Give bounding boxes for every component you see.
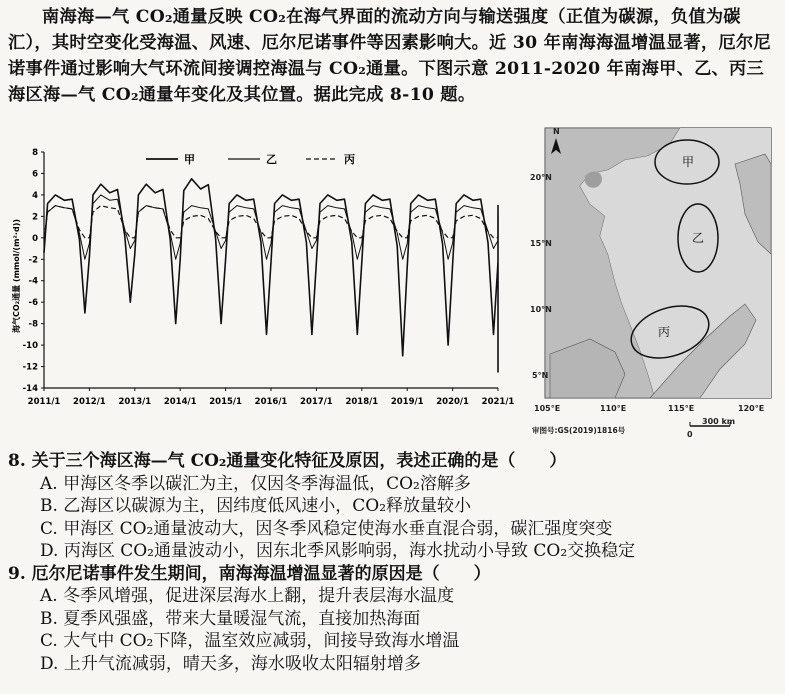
y-tick-label: -14 <box>22 384 38 394</box>
x-tick-label: 2014/1 <box>163 397 197 407</box>
x-tick-label: 2018/1 <box>345 397 379 407</box>
x-tick-label: 2015/1 <box>209 397 242 407</box>
y-tick-label: -12 <box>22 362 38 373</box>
intro-paragraph: 南海海—气 CO₂通量反映 CO₂在海气界面的流动方向与输送强度（正值为碳源，负值为碳汇），其时空变化受海温、风速、厄尔尼诺事件等因素影响大。近 30 年南海海温增温显著，厄尔尼诺事件通过影响大气环流间接调控海温与 CO₂通量。下图示意 2011-2020 年南海甲、乙、丙三海区海—气 CO₂通量年变化及其位置。据此完成 8-10 题。 <box>8 7 771 105</box>
lon-label-110e: 110°E <box>600 404 627 413</box>
lon-label-115e: 115°E <box>668 404 695 413</box>
lon-label-105e: 105°E <box>534 404 561 413</box>
question-option: A. 甲海区冬季以碳汇为主，仅因冬季海温低，CO₂溶解多 <box>40 473 471 494</box>
questions-block <box>8 450 778 675</box>
y-tick-label: -10 <box>22 341 38 352</box>
x-tick-label: 2021/1 <box>481 397 515 407</box>
question-stem: 8. 关于三个海区海—气 CO₂通量变化特征及原因，表述正确的是（ ） <box>8 451 567 471</box>
series-line-2 <box>44 206 498 238</box>
chart-series <box>44 179 498 372</box>
north-label: N <box>553 127 560 136</box>
map-review-number: 审图号:GS(2019)1816号 <box>532 426 626 435</box>
legend-label-2: 丙 <box>344 153 355 166</box>
question-option: D. 上升气流减弱，晴天多，海水吸收太阳辐射增多 <box>40 653 421 674</box>
question-option: B. 夏季风强盛，带来大量暖湿气流，直接加热海面 <box>40 608 421 629</box>
question-9 <box>8 563 778 676</box>
chart-svg <box>6 140 516 440</box>
lat-label-5n: 5°N <box>532 371 549 380</box>
y-axis-label: 海气CO₂通量 (mmol/(m²·d)) <box>12 218 21 334</box>
x-tick-label: 2013/1 <box>118 397 152 407</box>
question-stem: 9. 厄尔尼诺事件发生期间，南海海温增温显著的原因是（ ） <box>8 563 491 584</box>
south-china-sea-map <box>530 124 780 442</box>
y-tick-label: 6 <box>32 169 38 180</box>
y-tick-label: -6 <box>28 298 38 309</box>
lon-label-120e: 120°E <box>738 404 765 413</box>
y-tick-label: -4 <box>28 276 38 287</box>
y-tick-label: -8 <box>28 319 38 330</box>
question-option: B. 乙海区以碳源为主，因纬度低风速小，CO₂释放量较小 <box>40 496 472 516</box>
map-svg <box>530 124 780 442</box>
x-tick-label: 2020/1 <box>436 397 469 407</box>
question-8 <box>8 450 778 563</box>
x-tick-label: 2019/1 <box>390 397 424 407</box>
y-tick-label: -2 <box>28 255 38 266</box>
scale-zero: 0 <box>687 430 693 439</box>
legend-label-0: 甲 <box>184 153 195 166</box>
question-option: A. 冬季风增强，促进深层海水上翻，提升表层海水温度 <box>40 586 455 606</box>
x-tick-label: 2017/1 <box>300 397 333 407</box>
question-option: D. 丙海区 CO₂通量波动小，因东北季风影响弱，海水扰动小导致 CO₂交换稳定 <box>40 541 636 561</box>
y-tick-label: 4 <box>32 190 38 201</box>
region-jia-label: 甲 <box>682 155 695 169</box>
x-tick-label: 2016/1 <box>254 397 288 407</box>
x-tick-label: 2012/1 <box>73 397 106 407</box>
y-tick-label: 8 <box>32 148 38 158</box>
co2-flux-chart <box>6 140 516 440</box>
y-tick-label: 0 <box>32 233 38 244</box>
region-yi-label: 乙 <box>692 231 705 245</box>
lat-label-10n: 10°N <box>530 305 552 314</box>
lat-label-20n: 20°N <box>530 173 552 182</box>
x-tick-label: 2011/1 <box>27 397 61 407</box>
scale-label: 300 km <box>702 417 736 426</box>
legend-label-1: 乙 <box>266 153 277 166</box>
region-bing-label: 丙 <box>658 325 671 339</box>
chart-legend <box>146 152 355 166</box>
lat-label-15n: 15°N <box>530 239 552 248</box>
question-option: C. 甲海区 CO₂通量波动大，因冬季风稳定使海水垂直混合弱，碳汇强度突变 <box>40 518 613 539</box>
question-option: C. 大气中 CO₂下降，温室效应减弱，间接导致海水增温 <box>40 631 460 651</box>
y-tick-label: 2 <box>32 212 38 223</box>
